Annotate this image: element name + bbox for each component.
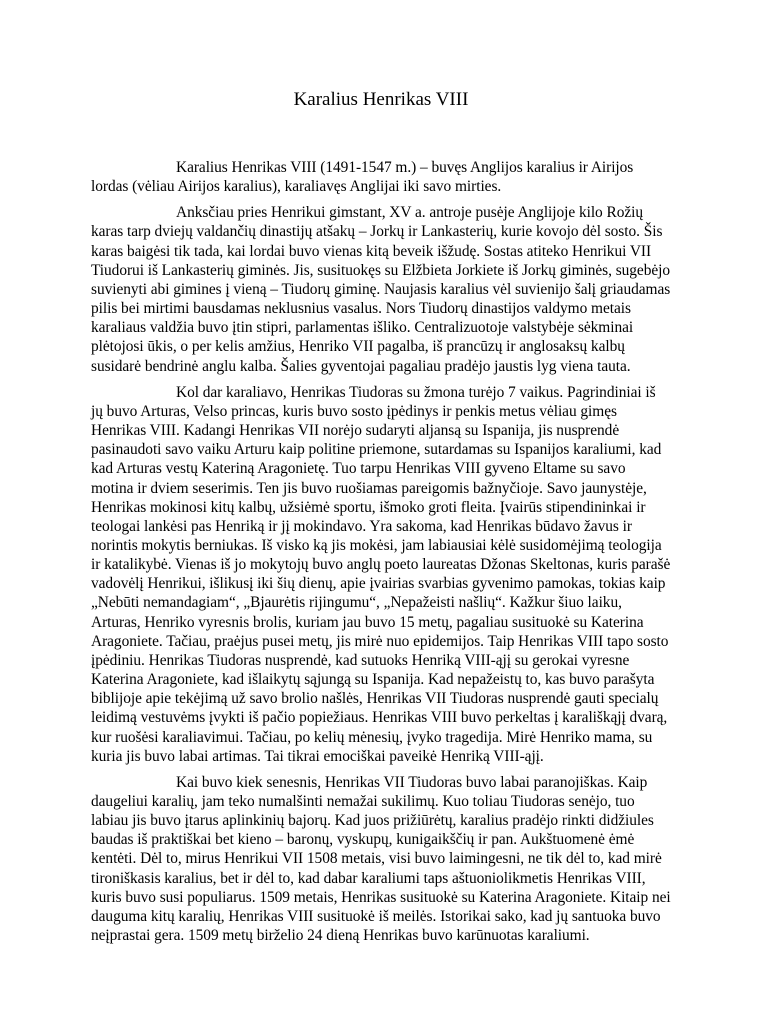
- paragraph-intro: Karalius Henrikas VIII (1491-1547 m.) – buvęs Anglijos karalius ir Airijos lordas (vėliau Airijos karalius), karaliavęs Anglijai iki savo mirties.: [91, 159, 634, 196]
- paragraph-coronation: Kai buvo kiek senesnis, Henrikas VII Tiudoras buvo labai paranojiškas. Kaip daugeliui karalių, jam teko numalšinti nemažai sukilimų. Kuo toliau Tiudoras senėjo, tuo labiau jis buvo įtarus aplinkinių bajorų. Kad juos prižiūrėtų, karalius pradėjo rinkti didžiules baudas iš praktiškai bet kieno – baronų, vyskupų, kunigaikščių ir pan. Aukštuomenė ėmė kentėti. Dėl to, mirus Henrikui VII 1508 metais, visi buvo laimingesni, ne tik dėl to, kad mirė tironiškasis karalius, bet ir dėl to, kad dabar karaliumi taps aštuoniolikmetis Henrikas VIII, kuris buvo susi populiarus. 1509 metais, Henrikas susituokė su Katerina Aragoniete. Kitaip nei dauguma kitų karalių, Henrikas VIII susituokė iš meilės. Istorikai sako, kad jų santuoka buvo neįprastai gera. 1509 metų birželio 24 dieną Henrikas buvo karūnuotas karaliumi.: [91, 773, 671, 945]
- document-page: [91, 86, 671, 952]
- paragraph-childhood: Kol dar karaliavo, Henrikas Tiudoras su žmona turėjo 7 vaikus. Pagrindiniai iš jų buvo Arturas, Velso princas, kuris buvo sosto įpėdinys ir penkis metus vėliau gimęs Henrikas VIII. Kadangi Henrikas VII norėjo sudaryti aljansą su Ispanija, jis nusprendė pasinaudoti savo vaiku Arturu kaip politine priemone, sutardamas su Ispanijos karaliumi, kad kad Arturas vestų Kateriną Aragonietę. Tuo tarpu Henrikas VIII gyveno Eltame su savo motina ir dviem seserimis. Ten jis buvo ruošiamas pareigomis bažnyčioje. Savo jaunystėje, Henrikas mokinosi kitų kalbų, užsiėmė sportu, išmoko groti fleita. Įvairūs stipendininkai ir teologai lankėsi pas Henriką ir jį mokindavo. Yra sakoma, kad Henrikas būdavo žavus ir norintis mokytis berniukas. Iš visko ką jis mokėsi, jam labiausiai kėlė susidomėjimą teologija ir katalikybė. Vienas iš jo mokytojų buvo anglų poeto laureatas Džonas Skeltonas, kuris parašė vadovėlį Henrikui, išlikusį iki šių dienų, apie įvairias svarbias gyvenimo pamokas, tokias kaip „Nebūti nemandagiam“, „Bjaurėtis rijingumu“, „Nepažeisti našlių“. Kažkur šiuo laiku, Arturas, Henriko vyresnis brolis, kuriam jau buvo 15 metų, pagaliau susituokė su Katerina Aragoniete. Tačiau, praėjus pusei metų, jis mirė nuo epidemijos. Taip Henrikas VIII tapo sosto įpėdiniu. Henrikas Tiudoras nusprendė, kad sutuoks Henriką VIII-ąjį su gerokai vyresne Katerina Aragoniete, kad išlaikytų sąjungą su Ispanija. Kad nepažeistų to, kas buvo parašyta biblijoje apie tekėjimą už savo brolio našlės, Henrikas VII Tiudoras nusprendė gauti specialų leidimą vestuvėms įvykti iš pačio popiežiaus. Henrikas VIII buvo perkeltas į karališkąjį dvarą, kur ruošėsi karaliavimui. Tačiau, po kelių mėnesių, įvyko tragedija. Mirė Henriko mama, su kuria jis buvo labai artimas. Tai tikrai emociškai paveikė Henriką VIII-ąjį.: [91, 383, 671, 765]
- document-title: Karalius Henrikas VIII: [293, 89, 469, 110]
- paragraph-roses-war: Anksčiau pries Henrikui gimstant, XV a. antroje pusėje Anglijoje kilo Rožių karas tarp dviejų valdančių dinastijų atšakų – Jorkų ir Lankasterių, kurie kovojo dėl sosto. Šis karas baigėsi tik tada, kai lordai buvo vienas kitą beveik išžudę. Sostas atiteko Henrikui VII Tiudorui iš Lankasterių giminės. Jis, susituokęs su Elžbieta Jorkiete iš Jorkų giminės, sugebėjo suvienyti abi gimines į vieną – Tiudorų giminę. Naujasis karalius vėl suvienijo šalį griaudamas pilis bei mirtimi bausdamas neklusnius vasalus. Nors Tiudorų dinastijos valdymo metais karaliaus valdžia buvo įtin stipri, parlamentas išliko. Centralizuotoje valstybėje sėkminai plėtojosi ūkis, o per kelis amžius, Henriko VII pagalba, iš prancūzų ir anglosaksų kalbų susidarė bendrinė anglu kalba. Šalies gyventojai pagaliau pradėjo jaustis lyg viena tauta.: [91, 204, 671, 375]
